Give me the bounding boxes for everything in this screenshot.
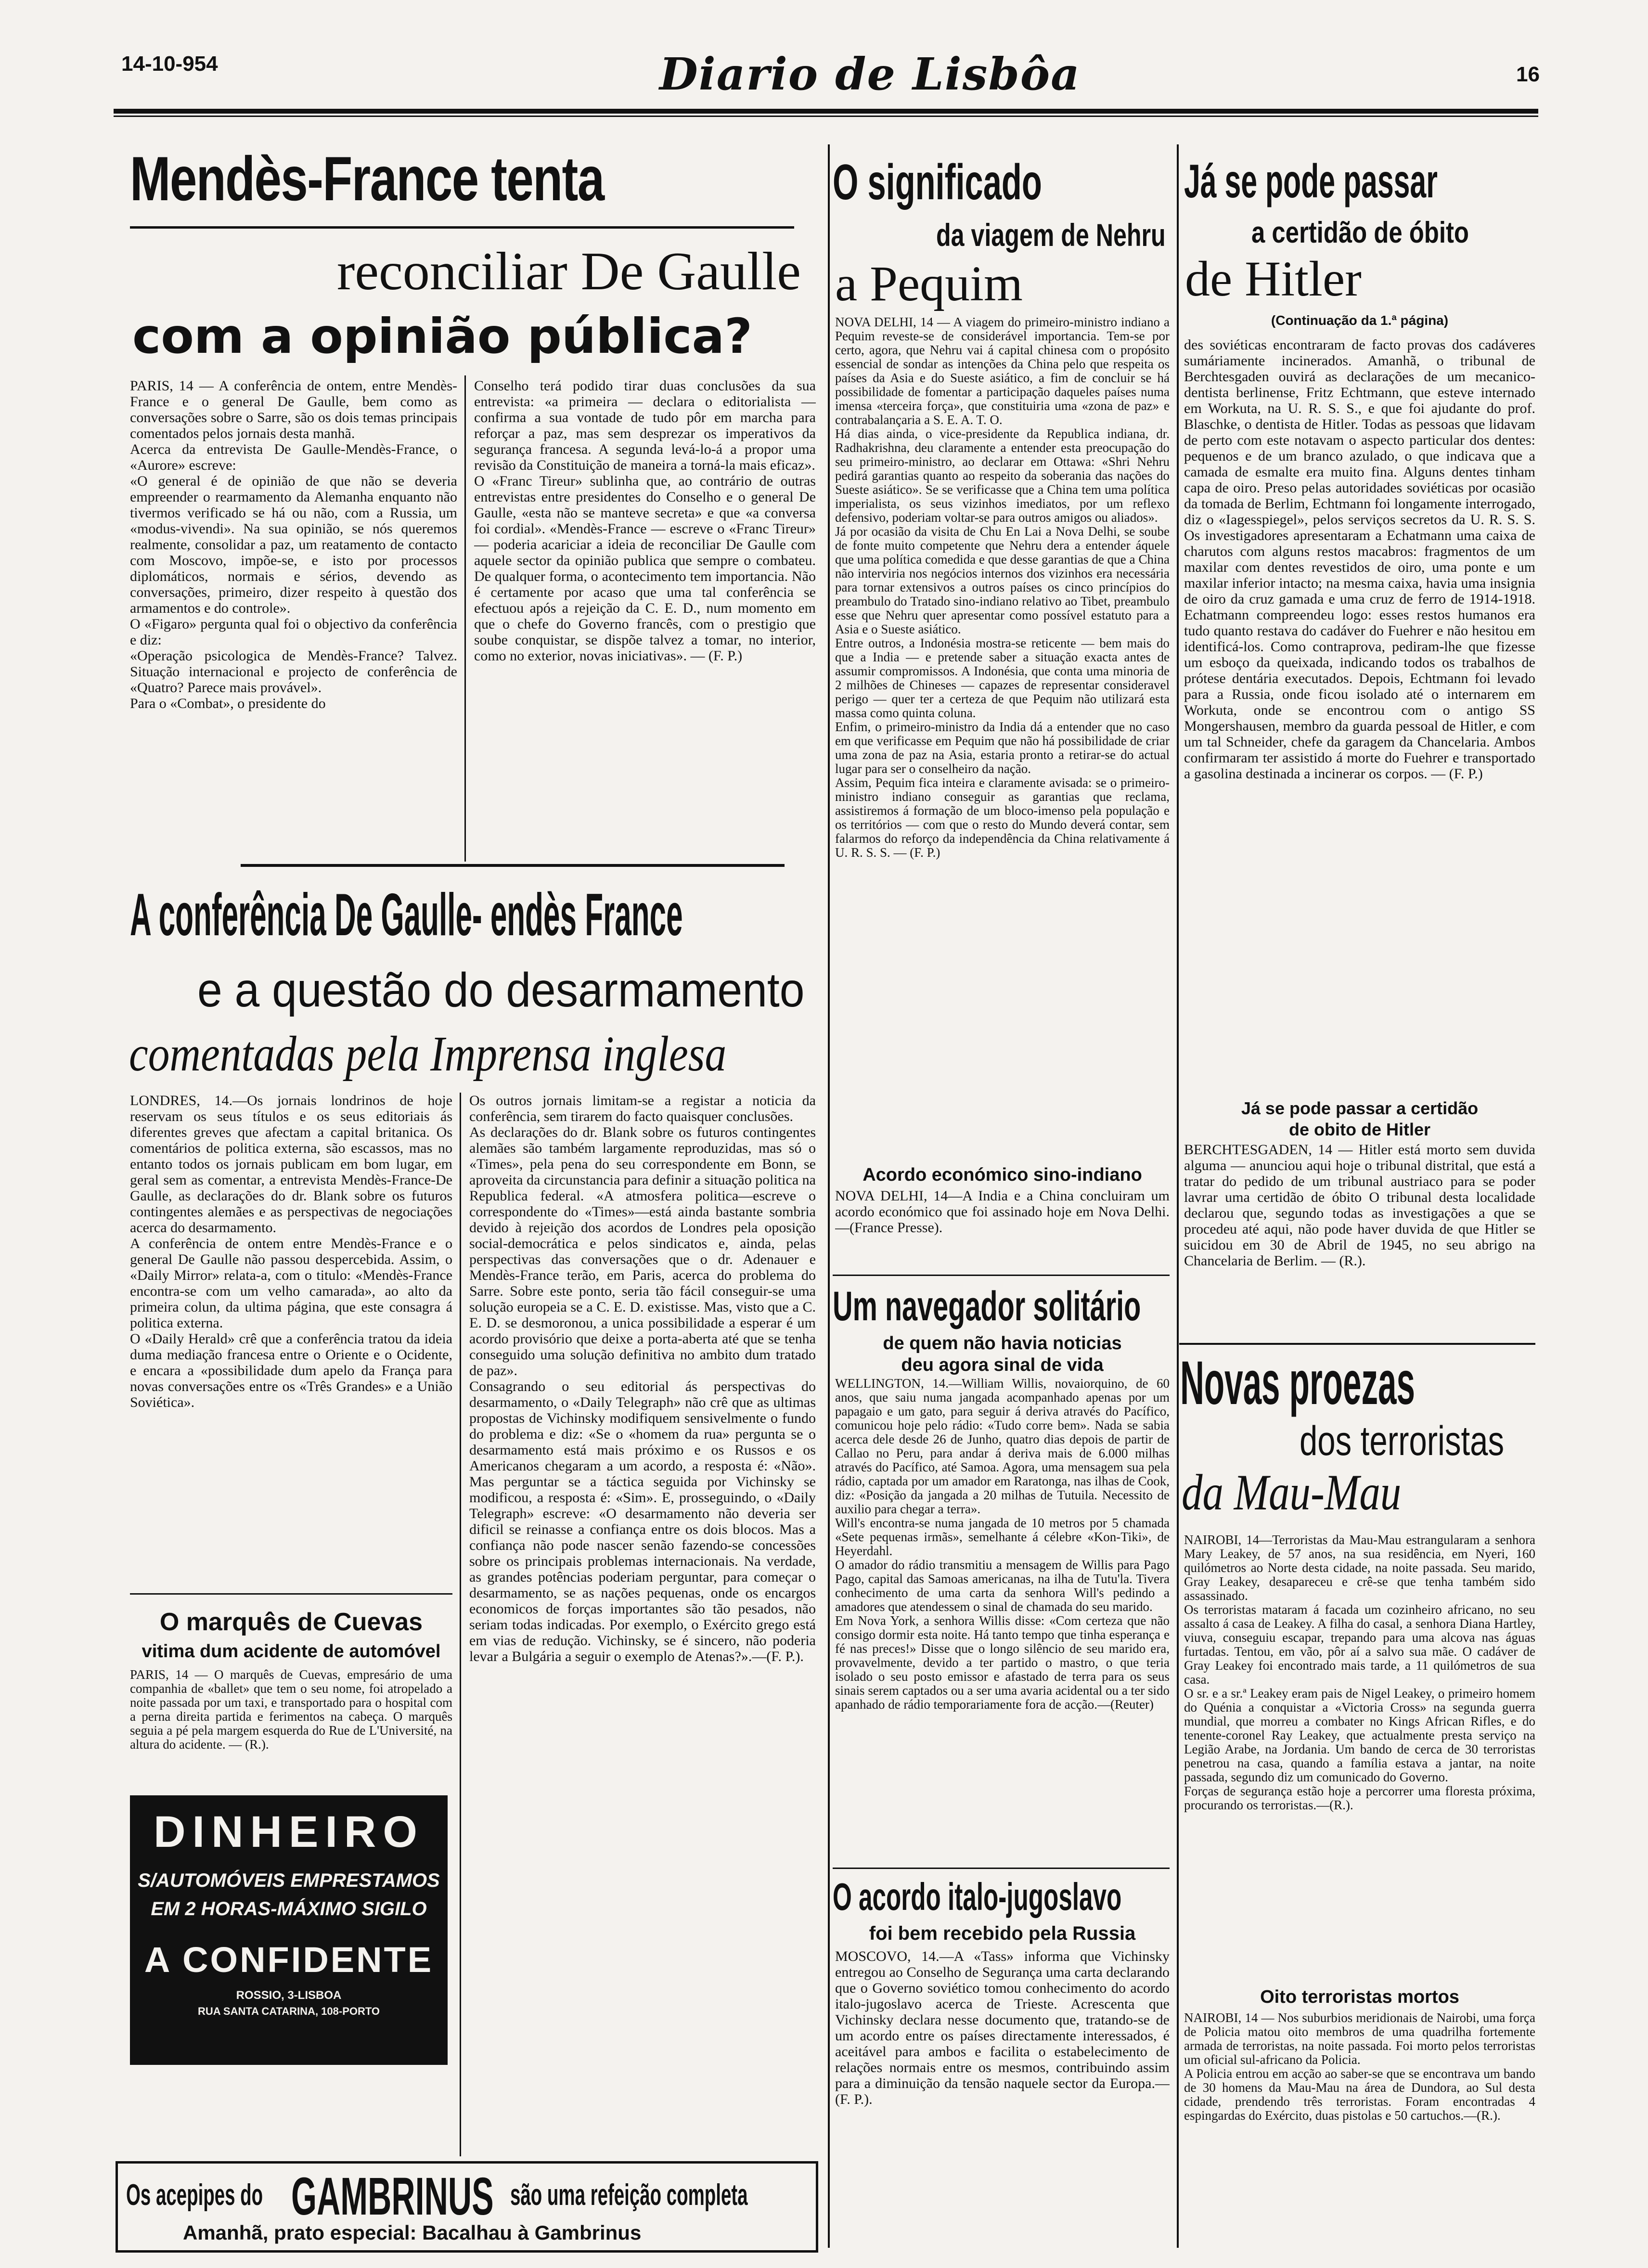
- masthead-rule-thin: [114, 116, 1538, 117]
- article-nehru-sub: NOVA DELHI, 14—A India e a China concluiram um acordo económico que foi assinado hoje em Nova Delhi. —(France Presse).: [835, 1188, 1170, 1236]
- ad-dinheiro-brand: A CONFIDENTE: [144, 1940, 434, 1980]
- ad-dinheiro-title: DINHEIRO: [154, 1807, 424, 1856]
- ad-gambrinus-post: são uma refeição completa: [510, 2178, 748, 2212]
- ad-dinheiro-line3: EM 2 HORAS-MÁXIMO SIGILO: [151, 1898, 427, 1920]
- article-hitler-sub: BERCHTESGADEN, 14 — Hitler está morto sem duvida alguma — anunciou aqui hoje o tribunal distrital, que está a tratar do pedido de um tribunal austriaco para se poder lavrar uma certidão de óbito O tribunal desta localidade declarou que, segundo todas as investigações a que se procedeu até aqui, não pode haver duvida de que Hitler se suicidou em 30 de Abril de 1945, no seu abrigo na Chancelaria de Berlim. — (R.).: [1184, 1142, 1535, 1269]
- page-number: 16: [1516, 63, 1540, 86]
- headline-hitler-sub-2: de obito de Hitler: [1288, 1120, 1430, 1139]
- headline-acordo-2: foi bem recebido pela Russia: [869, 1923, 1136, 1944]
- masthead-rule: [114, 109, 1538, 114]
- ad-gambrinus-tagline: Amanhã, prato especial: Bacalhau à Gambrinus: [183, 2221, 642, 2244]
- headline-rule: [130, 226, 794, 229]
- headline-conferencia-2: e a questão do desarmamento: [197, 963, 805, 1017]
- section-divider: [241, 864, 785, 867]
- headline-mendes: Mendès-France tenta: [130, 143, 604, 214]
- headline-mendes-3: com a opinião pública?: [132, 308, 752, 364]
- headline-hitler-3: de Hitler: [1185, 251, 1362, 307]
- headline-maumau-sub: Oito terroristas mortos: [1260, 1987, 1459, 2007]
- section-divider: [833, 1868, 1170, 1869]
- headline-nehru-3: a Pequim: [835, 256, 1023, 311]
- article-acordo: MOSCOVO, 14.—A «Tass» informa que Vichinsky entregou ao Conselho de Segurança uma carta declarando que o Governo soviético tomou conhecimento do acordo italo-jugoslavo acerca de Trieste. Acrescenta que Vichinsky declara nesse documento que, tratando-se de um acordo entre os países directamente interessados, é aceitável para ambos e facilita o estabelecimento de relações normais entre os mesmos, contribuindo assim para a diminuição da tensão naquele sector da Europa.—(F. P.).: [835, 1948, 1170, 2107]
- headline-conferencia-3: comentadas pela Imprensa inglesa: [129, 1026, 727, 1082]
- issue-date: 14-10-954: [121, 52, 218, 76]
- section-divider: [833, 1275, 1170, 1276]
- column-rule: [828, 144, 830, 2248]
- article-mendes-col2: Conselho terá podido tirar duas conclusões da sua entrevista: «a primeira — declara o editorialista — confirma a sua vontade de tudo pôr em marcha para reforçar a paz, mas sem desprezar os imperativos da segurança francesa. A segunda levá-lo-á a propor uma revisão da Constituição de maneira a torná-la mais eficaz». O «Franc Tireur» sublinha que, ao contrário de outras entrevistas entre presidentes do Conselho e o general De Gaulle, «esta não se manteve secreta» e que «a conversa foi cordial». «Mendès-France — escreve o «Franc Tireur» — poderia acariciar a ideia de reconciliar De Gaulle com aquele sector da opinião publica que sempre o combateu. De qualquer forma, o acontecimento tem importancia. Não é certamente por acaso que uma tal conferência se efectuou após a rejeição da C. E. D., num momento em que o chefe do Governo francês, com o prestigio que soube conquistar, se dispõe talvez a tomar, no interior, como no exterior, novas iniciativas». — (F. P.): [474, 378, 816, 664]
- article-maumau: NAIROBI, 14—Terroristas da Mau-Mau estrangularam a senhora Mary Leakey, de 57 anos, na sua residência, em Nyeri, 160 quilómetros ao Norte desta cidade, na noite passada. Seu marido, Gray Leakey, desapareceu e crê-se que tenha também sido assassinado. Os terroristas mataram á facada um cozinheiro africano, no seu assalto á casa de Leakey. A filha do casal, a senhora Diana Hartley, viuva, conseguiu escapar, trepando para uma alcova nas águas furtadas. Tentou, em vão, pôr aí a salvo sua mãe. O cadáver de Gray Leakey foi encontrado mais tarde, a 11 quilómetros de sua casa. O sr. e a sr.ª Leakey eram pais de Nigel Leakey, o primeiro homem do Quénia a conquistar a «Victoria Cross» na segunda guerra mundial, que morreu a combater no Kings African Rifles, e do tenente-coronel Ray Leakey, que actualmente presta serviço na Legião Arabe, na Jordania. Um bando de cerca de 30 terroristas penetrou na casa, quando a família estava a jantar, na noite passada, segundo diz um comunicado do Governo. Forças de segurança estão hoje a percorrer uma floresta próxima, procurando os terroristas.—(R.).: [1184, 1533, 1535, 1812]
- ad-dinheiro-line2: S/AUTOMÓVEIS EMPRESTAMOS: [138, 1870, 440, 1891]
- headline-nehru: O significado: [833, 155, 1042, 210]
- ad-gambrinus-pre: Os acepipes do: [126, 2178, 263, 2212]
- headline-maumau-3: da Mau-Mau: [1182, 1464, 1402, 1521]
- column-rule: [460, 1093, 461, 2156]
- column-rule: [1177, 144, 1179, 2248]
- section-divider: [130, 1593, 452, 1595]
- article-hitler: des soviéticas encontraram de facto provas dos cadáveres sumáriamente incinerados. Amanhã, o tribunal de Berchtesgaden ouvirá as declarações de um mecanico-dentista berlinense, Fritz Echtmann, que esteve internado em Workuta, na U. R. S. S., e que foi ajudante do prof. Blaschke, o dentista de Hitler. Todas as pessoas que lidavam de perto com este notavam o aspecto particular dos dentes: pequenos e de um branco azulado, o que indicava que a camada de esmalte era muito fina. Alguns dentes tinham capa de oiro. Preso pelas autoridades soviéticas por ocasião da tomada de Berlim, Echtmann foi longamente interrogado, diz o «Iagesspiegel», pelos serviços secretos da U. R. S. S. Os investigadores apresentaram a Echatmann uma caixa de charutos com alguns restos macabros: fragmentos de um maxilar com dentes revestidos de oiro, uma ponte e um maxilar inferior intacto; na mesma caixa, havia uma insignia de oiro da cruz gamada e uma cruz de ferro de 1914-1918. Echatmann compreendeu logo: esses restos humanos era tudo quanto restava do cadáver do Fuehrer e não hesitou em identificá-los. Como contraprova, pediram-lhe que fizesse um esboço da queixada, indicando todos os trabalhos de prótese dentária executados. Depois, Echtmann foi levado para a Russia, onde ficou isolado até o internarem em Workuta, onde se encontrou com o antigo SS Mongershausen, membro da guarda pessoal de Hitler, e com um tal Schneider, chefe da garagem da Chancelaria. Ambos confirmaram ter assistido á morte do Fuehrer e transportado a gasolina destinada a incinerar os corpos. — (F. P.): [1184, 337, 1535, 782]
- headline-cuevas-2: vitima dum acidente de automóvel: [142, 1641, 441, 1662]
- headline-mendes-2: reconciliar De Gaulle: [337, 242, 801, 301]
- ad-dinheiro: [130, 1795, 448, 2065]
- headline-hitler: Já se pode passar: [1184, 155, 1438, 207]
- masthead: Diario de Lisbôa: [659, 48, 1081, 100]
- headline-acordo: O acordo italo-jugoslavo: [833, 1875, 1122, 1918]
- headline-hitler-2: a certidão de óbito: [1251, 216, 1469, 249]
- article-maumau-sub: NAIROBI, 14 — Nos suburbios meridionais de Nairobi, uma força de Policia matou oito membros de uma quadrilha fortemente armada de terroristas, na noite passada. Foi morto pelos terroristas um oficial sul-africano da Policia. A Policia entrou em acção ao saber-se que se encontrava um bando de 30 homens da Mau-Mau na área de Dundora, ao Sul desta cidade, prendendo três terroristas. Foram encontradas 4 espingardas do Exército, duas pistolas e 50 cartuchos.—(R.).: [1184, 2011, 1535, 2123]
- section-divider: [1179, 1343, 1535, 1345]
- headline-maumau-2: dos terroristas: [1300, 1418, 1504, 1464]
- article-navegador: WELLINGTON, 14.—William Willis, novaiorquino, de 60 anos, que saiu numa jangada acompanhado apenas por um papagaio e um gato, para seguir á deriva através do Pacífico, comunicou hoje pelo rádio: «Tudo corre bem». Nada se sabia acerca dele desde 26 de Junho, quatro dias depois de partir de Callao no Peru, para andar á deriva mais de 6.000 milhas através do Pacífico, até Samoa. Agora, uma mensagem sua pela rádio, captada por um amador em Raratonga, nas ilhas de Cook, diz: «Posição da jangada a 20 milhas de Tutuila. Necessito de auxilio para chegar a terra». Will's encontra-se numa jangada de 10 metros por 5 chamada «Sete pequenas irmãs», semelhante á célebre «Kon-Tiki», de Heyerdahl. O amador do rádio transmitiu a mensagem de Willis para Pago Pago, capital das Samoas americanas, na ilha de Tutu'la. Tivera conhecimento de uma carta da senhora Will's pedindo a amadores que atendessem o sinal de chamada do seu marido. Em Nova York, a senhora Willis disse: «Com certeza que não consigo dormir esta noite. Há tanto tempo que tinha esperança e fé nas preces!» Disse que o longo silêncio de seu marido era, provavelmente, devido a ter partido o mastro, o que teria isolado o seu posto emissor e afastado de terra para os seus sinais serem captados ou a ser uma avaria acidental ou a ter sido apanhado de rádio temporariamente fora de acção.—(Reuter): [835, 1377, 1170, 1712]
- headline-conferencia: A conferência De Gaulle- endès France: [130, 882, 683, 948]
- article-conferencia-col2: Os outros jornais limitam-se a registar a noticia da conferência, sem tirarem do facto quaisquer conclusões. As declarações do dr. Blank sobre os futuros contingentes alemães são também largamente reproduzidas, mas só o «Times», pela pena do seu correspondente em Bonn, se aproveita da circunstancia para definir a situação politica na Republica federal. «A atmosfera politica—escreve o correspondente do «Times»—está ainda bastante sombria devido à rejeição dos acordos de Londres pela oposição social-democrática e pelos sindicatos e, ainda, pelas perspectivas das conversações que o dr. Adenauer e Mendès-France terão, em Paris, acerca do problema do Sarre. Sobre este ponto, seria tão fácil conseguir-se uma solução europeia se a C. E. D. existisse. Mas, visto que a C. E. D. se desmoronou, a unica possibilidade a esperar é um acordo provisório que deixe a porta-aberta até que se tenha conseguido uma solução definitiva no ambito dum tratado de paz». Consagrando o seu editorial ás perspectivas do desarmamento, o «Daily Telegraph» não crê que as ultimas propostas de Vichinsky modifiquem sensivelmente o fundo do problema e diz: «Se o «homem da rua» pergunta se o desarmamento está mais próximo e os Russos e os Americanos chegaram a um acordo, a resposta é: «Não». Mas perguntar se a táctica seguida por Vichinsky se modificou, a resposta é: «Sim». E, prosseguindo, o «Daily Telegraph» escreve: «O desarmamento não deveria ser dificil se reinasse a confiança entre os dois blocos. Mas a confiança não pode nascer senão fazendo-se concessões sobre os principais problemas internacionais. Na verdade, as grandes potências poderiam perguntar, para começar o desarmamento, se as nações pequenas, onde os encargos economicos de forças importantes são tão pesados, não seriam todas indicadas. Por exemplo, o Exército grego está em vias de redução. Vichinsky, se é sincero, não poderia levar a Bulgária a seguir o exemplo de Atenas?».—(F. P.).: [469, 1093, 816, 1664]
- article-nehru: NOVA DELHI, 14 — A viagem do primeiro-ministro indiano a Pequim reveste-se de considerável importancia. Tem-se por certo, agora, que Nehru vai á capital chinesa com o propósito essencial de sondar as intenções da China pelo que respeita os países da Asia e do Sueste asiático, a fim de concluir se há possibilidade de fomentar a participação daqueles países numa imensa «terceira força», que constituiria uma «zona de paz» e contrabalançaria a S. E. A. T. O. Há dias ainda, o vice-presidente da Republica indiana, dr. Radhakrishna, deu claramente a entender esta preocupação do seu primeiro-ministro, ao declarar em Ottawa: «Shri Nehru pedirá garantias quanto ao respeito da soberania das nações do Sueste asiático». Se se verificasse que a China tem uma política imperialista, os seus vizinhos imediatos, por um reflexo defensivo, poderiam voltar-se para outros amigos ou aliados». Já por ocasião da visita de Chu En Lai a Nova Delhi, se soube de fonte muito competente que Nehru dera a entender áquele que uma política comedida e que desse garantias de que a China não interviria nos negócios internos dos vizinhos era necessária para tornar extensivos a outros países os cinco princípios do preambulo do Tratado sino-indiano relativo ao Tibet, preambulo esse que Nehru quer apresentar como possível estatuto para a Asia e o Sueste asiático. Entre outros, a Indonésia mostra-se reticente — bem mais do que a India — e pretende saber a situação exacta antes de assumir compromissos. A Indonésia, que conta uma minoria de 2 milhões de Chineses — capazes de representar consideravel perigo — quer ter a certeza de que Pequim não utilizará esta massa como quinta coluna. Enfim, o primeiro-ministro da India dá a entender que no caso em que verificasse em Pequim que não há possibilidade de criar uma zona de paz na Asia, estaria pronto a retirar-se do actual lugar para ser o conselheiro da nação. Assim, Pequim fica inteira e claramente avisada: se o primeiro-ministro indiano conseguir as garantias que reclama, assistiremos á formação de um bloco-imenso pela população e os territórios — com que o resto do Mundo deverá contar, sem falarmos do reforço da independência da China relativamente á U. R. S. S. — (F. P.): [835, 315, 1170, 860]
- headline-cuevas: O marquês de Cuevas: [159, 1608, 423, 1636]
- article-mendes-col1: PARIS, 14 — A conferência de ontem, entre Mendès-France e o general De Gaulle, bem como as conversações sobre o Sarre, são os dois temas principais comentados pelos jornais desta manhã. Acerca da entrevista De Gaulle-Mendès-France, o «Aurore» escreve: «O general é de opinião de que não se deveria empreender o rearmamento da Alemanha enquanto não tivermos verificado se há ou não, com a Russia, um «modus-vivendi». Na sua opinião, se nós queremos realmente, consolidar a paz, um reatamento de contacto com Moscovo, impõe-se, e isto por processos diplomáticos, normais e sérios, devendo as conversações, primeiro, dizer respeito à questão dos armamentos e do controle». O «Figaro» pergunta qual foi o objectivo da conferência e diz: «Operação psicologica de Mendès-France? Talvez. Situação internacional e projecto de conferência de «Quatro? Parece mais provável». Para o «Combat», o presidente do: [130, 378, 457, 711]
- headline-navegador: Um navegador solitário: [833, 1283, 1141, 1329]
- ad-dinheiro-address-2: RUA SANTA CATARINA, 108-PORTO: [197, 2005, 380, 2017]
- article-conferencia-col1: LONDRES, 14.—Os jornais londrinos de hoje reservam os seus títulos e os seus editoriais ás diferentes greves que afectam a capital britanica. Os comentários de politica externa, são escassos, mas no entanto todos os jornais publicam em bom lugar, em geral sem as comentar, a entrevista Mendès-France-De Gaulle, as declarações do dr. Blank sobre os futuros contingentes alemães e as perspectivas de negociações acerca do desarmamento. A conferência de ontem entre Mendès-France e o general De Gaulle não passou despercebida. Assim, o «Daily Mirror» relata-a, com o titulo: «Mendès-France encontra-se com um velho camarada», ao alto da primeira colun, da ultima página, que este consagra á politica externa. O «Daily Herald» crê que a conferência tratou da ideia duma mediação francesa entre o Oriente e o Ocidente, e encara a «possibilidade dum apelo da França para novas conversações entre os «Três Grandes» e a União Soviética».: [130, 1093, 452, 1410]
- headline-navegador-2: de quem não havia noticias: [883, 1333, 1122, 1353]
- ad-dinheiro-address-1: ROSSIO, 3-LISBOA: [236, 1989, 342, 2002]
- headline-nehru-sub: Acordo económico sino-indiano: [863, 1165, 1142, 1185]
- headline-maumau: Novas proezas: [1180, 1349, 1415, 1418]
- continuation-note: (Continuação da 1.ª página): [1271, 313, 1449, 328]
- column-rule: [464, 375, 466, 862]
- headline-navegador-3: deu agora sinal de vida: [901, 1355, 1104, 1375]
- headline-nehru-2: da viagem de Nehru: [936, 217, 1166, 253]
- headline-hitler-sub-1: Já se pode passar a certidão: [1241, 1098, 1479, 1118]
- article-cuevas: PARIS, 14 — O marquês de Cuevas, empresário de uma companhia de «ballet» que tem o seu nome, foi atropelado a noite passada por um taxi, e transportado para o hospital com a perna direita partida e ferimentos na cabeça. O marquês seguia a pé pela margem esquerda do Rue de L'Université, na altura do acidente. — (R.).: [130, 1668, 452, 1752]
- ad-gambrinus-brand: GAMBRINUS: [291, 2167, 494, 2226]
